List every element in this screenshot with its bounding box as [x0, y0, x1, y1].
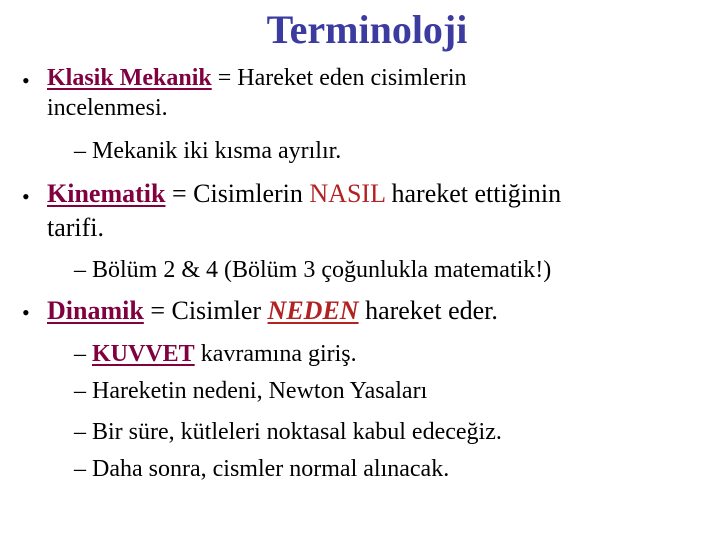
equals-sign: =	[171, 179, 187, 208]
sub-item-text: Bir süre, kütleleri noktasal kabul edeceğiz.	[92, 419, 502, 445]
bullet-icon: •	[22, 184, 30, 209]
definition-continuation: incelenmesi.	[47, 95, 168, 121]
dash-icon: –	[74, 341, 86, 367]
term-dinamik: Dinamik	[47, 296, 144, 325]
dash-icon: –	[74, 419, 86, 445]
sub-item-text: Daha sonra, cismler normal alınacak.	[92, 456, 450, 482]
sub-item	[74, 457, 449, 481]
term-klasik-mekanik: Klasik Mekanik	[47, 65, 212, 91]
definition-continuation: tarifi.	[47, 213, 105, 242]
sub-item	[74, 139, 341, 163]
sub-item-text: Hareketin nedeni, Newton Yasaları	[92, 378, 428, 404]
equals-sign: =	[150, 296, 165, 325]
sub-item-text: Mekanik iki kısma ayrılır.	[92, 138, 342, 164]
sub-item	[74, 342, 357, 366]
term-kinematik: Kinematik	[47, 179, 166, 208]
dash-icon: –	[74, 378, 86, 404]
item-dinamik	[47, 298, 498, 324]
sub-item	[74, 258, 551, 282]
sub-item	[74, 379, 427, 403]
keyword-nasil: NASIL	[309, 179, 385, 208]
sub-item	[74, 420, 502, 444]
definition-text: Cisimlerin	[193, 179, 303, 208]
keyword-neden: NEDEN	[267, 296, 359, 325]
dash-icon: –	[74, 456, 86, 482]
dash-icon: –	[74, 138, 86, 164]
item-kinematik	[47, 181, 561, 207]
definition-text: hareket ettiğinin	[391, 179, 562, 208]
item-klasik-mekanik	[47, 66, 467, 90]
definition-text: Cisimler	[171, 296, 262, 325]
definition-text: Hareket eden cisimlerin	[237, 65, 467, 91]
sub-item-text: kavramına giriş.	[200, 341, 357, 367]
equals-sign: =	[217, 65, 232, 91]
dash-icon: –	[74, 257, 86, 283]
keyword-kuvvet: KUVVET	[92, 341, 195, 367]
definition-text: hareket eder.	[365, 296, 498, 325]
bullet-icon: •	[22, 300, 30, 325]
sub-item-text: Bölüm 2 & 4 (Bölüm 3 çoğunlukla matematik!)	[92, 257, 552, 283]
page-title: Terminoloji	[266, 7, 468, 52]
bullet-icon: •	[22, 68, 30, 93]
